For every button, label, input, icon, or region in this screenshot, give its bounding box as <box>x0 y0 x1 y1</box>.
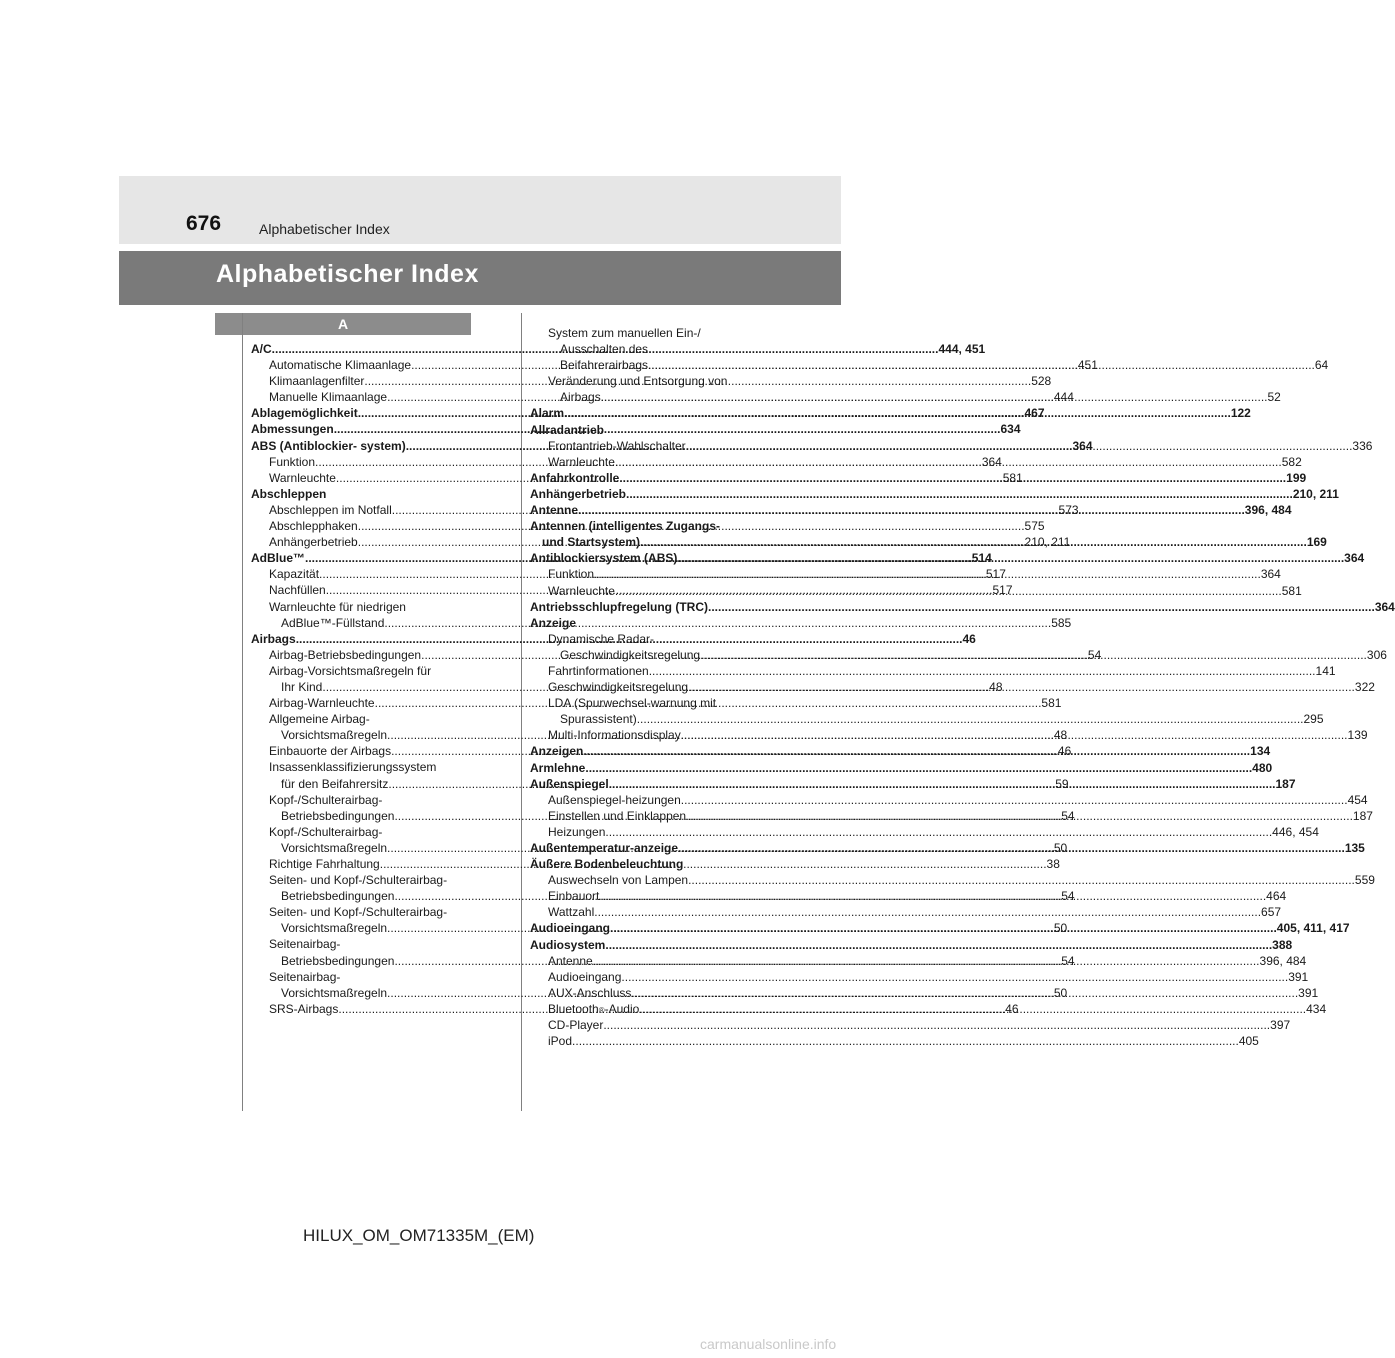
dot-leader <box>686 438 1353 454</box>
entry-label: Heizungen <box>548 824 606 839</box>
entry-page-ref[interactable]: 169 <box>1306 535 1327 550</box>
entry-page-ref[interactable]: 295 <box>1303 712 1324 727</box>
letter-tab: A <box>215 313 471 335</box>
entry-page-ref[interactable]: 634 <box>1000 422 1021 437</box>
index-entry <box>530 422 750 438</box>
entry-label: Fahrtinformationen <box>548 663 649 678</box>
entry-label: Vorsichtsmaßregeln <box>281 840 388 855</box>
entry-page-ref[interactable]: 434 <box>1306 1001 1327 1016</box>
dot-leader <box>578 502 1245 518</box>
entry-label: Airbag-Warnleuchte <box>269 696 375 711</box>
entry-page-ref[interactable]: 397 <box>1270 1018 1291 1033</box>
dot-leader <box>583 743 1250 759</box>
entry-label: Seitenairbag- <box>269 969 341 984</box>
entry-page-ref[interactable]: 364 <box>1344 551 1365 566</box>
index-entry <box>530 904 1282 920</box>
entry-page-ref[interactable]: 54 <box>1061 808 1075 823</box>
entry-label: Manuelle Klimaanlage <box>269 390 388 405</box>
entry-page-ref[interactable]: 454 <box>1347 792 1368 807</box>
entry-label: Funktion <box>269 454 316 469</box>
entry-label: Ausschalten des <box>560 342 649 357</box>
entry-label: Abschlepphaken <box>269 519 358 534</box>
entry-label: AdBlue™ <box>251 551 305 566</box>
dot-leader <box>700 647 1367 663</box>
entry-label: Seiten- und Kopf-/Schulterairbag- <box>269 905 448 920</box>
index-entry <box>530 792 1368 808</box>
dot-leader <box>686 808 1353 824</box>
entry-label: Anhängerbetrieb <box>269 535 358 550</box>
entry-page-ref[interactable]: 446, 454 <box>1272 824 1319 839</box>
index-entry <box>530 969 1309 985</box>
entry-label: Abmessungen <box>251 422 334 437</box>
entry-label: Anzeigen <box>530 744 584 759</box>
entry-page-ref[interactable]: 444, 451 <box>938 342 986 356</box>
index-entry <box>530 824 1319 840</box>
dot-leader <box>601 389 1268 405</box>
entry-label: Airbag-Vorsichtsmaßregeln für <box>269 663 432 678</box>
entry-page-ref[interactable]: 585 <box>1051 615 1072 630</box>
entry-label: Wattzahl <box>548 905 595 920</box>
dot-leader <box>619 470 1286 486</box>
entry-page-ref[interactable]: 388 <box>1272 937 1293 952</box>
entry-label: Anhängerbetrieb <box>530 486 627 501</box>
index-entry <box>530 1033 1259 1049</box>
entry-label: Allgemeine Airbag- <box>269 712 370 727</box>
page-title: Alphabetischer Index <box>216 260 479 288</box>
entry-label: Einbauorte der Airbags <box>269 744 392 759</box>
dot-leader <box>594 904 1261 920</box>
entry-label: Außenspiegel-heizungen <box>548 792 681 807</box>
entry-page-ref[interactable]: 573 <box>1058 502 1079 517</box>
column-divider-left <box>242 313 243 1111</box>
entry-page-ref[interactable]: 514 <box>971 551 992 566</box>
page-number: 676 <box>186 212 222 235</box>
dot-leader <box>649 663 1316 679</box>
entry-page-ref[interactable]: 391 <box>1298 985 1319 1000</box>
entry-page-ref[interactable]: 48 <box>989 679 1003 694</box>
entry-page-ref[interactable]: 575 <box>1024 519 1045 534</box>
dot-leader <box>639 1001 1306 1017</box>
entry-label: Abschleppen <box>251 486 327 501</box>
entry-page-ref[interactable]: 48 <box>1053 728 1068 743</box>
index-entry <box>251 792 471 808</box>
index-entry: Bluetooth ® -Audio ..... 434 <box>530 1001 750 1017</box>
dot-leader <box>572 1033 1239 1049</box>
entry-page-ref[interactable]: 54 <box>1087 647 1102 662</box>
entry-page-ref[interactable]: 322 <box>1354 680 1375 695</box>
entry-label: Richtige Fahrhaltung <box>269 857 380 871</box>
entry-page-ref[interactable]: 210, 211 <box>1292 486 1339 501</box>
entry-label: Geschwindigkeitsregelung <box>560 647 701 662</box>
entry-label: Audioeingang <box>548 969 622 984</box>
entry-label: Betriebsbedingungen <box>281 808 395 823</box>
entry-label: Seiten- und Kopf-/Schulterairbag- <box>269 873 448 888</box>
entry-page-ref[interactable]: 582 <box>1281 454 1302 469</box>
entry-label: Außenspiegel <box>530 776 609 791</box>
index-entry <box>530 615 750 631</box>
entry-label: Betriebsbedingungen <box>281 953 395 968</box>
entry-label: Airbags <box>251 631 296 646</box>
entry-label: Antiblockiersystem (ABS) <box>530 551 678 566</box>
entry-page-ref[interactable]: 517 <box>985 567 1006 582</box>
entry-label: Anfahrkontrolle <box>530 470 620 485</box>
entry-label: Insassenklassifizierungssystem <box>269 760 437 775</box>
entry-label: Warnleuchte <box>548 583 615 598</box>
dot-leader <box>594 566 1261 582</box>
entry-page-ref[interactable]: 517 <box>992 583 1013 598</box>
entry-label: Airbags <box>560 390 601 405</box>
entry-label: Klimaanlagenfilter <box>269 374 365 389</box>
entry-page-ref[interactable]: 54 <box>1061 889 1075 904</box>
index-entry <box>530 325 750 341</box>
entry-label: Äußere Bodenbeleuchtung <box>530 857 684 872</box>
dot-leader <box>678 840 1345 856</box>
entry-page-ref[interactable]: 405 <box>1238 1034 1259 1049</box>
index-entry <box>530 760 1273 776</box>
entry-label: Nachfüllen <box>269 583 326 598</box>
entry-page-ref[interactable]: 141 <box>1315 663 1336 678</box>
entry-label: AUX-Anschluss <box>548 985 632 1000</box>
index-entry <box>251 599 471 615</box>
entry-label: Alarm <box>530 406 565 421</box>
entry-label: Audiosystem <box>530 937 606 952</box>
entry-label: Kopf-/Schulterairbag- <box>269 824 383 839</box>
entry-label: Ihr Kind <box>281 679 323 694</box>
entry-label: A/C <box>251 342 272 356</box>
entry-label: Audioeingang <box>530 921 610 936</box>
dot-leader <box>681 792 1348 808</box>
index-entry <box>530 663 1336 679</box>
entry-page-ref[interactable]: 135 <box>1344 841 1365 855</box>
entry-label: Vorsichtsmaßregeln <box>281 728 388 743</box>
entry-page-ref[interactable]: 364 <box>1374 599 1395 614</box>
entry-label: Dynamische Radar- <box>548 631 655 646</box>
entry-page-ref[interactable]: 38 <box>1046 857 1060 871</box>
entry-page-ref[interactable]: 364 <box>1260 567 1281 582</box>
dot-leader <box>637 711 1304 727</box>
dot-leader <box>677 550 1344 566</box>
entry-label: Anzeige <box>530 615 577 630</box>
dot-leader <box>631 985 1298 1001</box>
entry-label: und Startsystem) <box>542 535 641 550</box>
entry-page-ref[interactable]: 444 <box>1053 390 1074 405</box>
watermark: carmanualsonline.info <box>700 1336 837 1352</box>
entry-label: Vorsichtsmaßregeln <box>281 985 388 1000</box>
entry-page-ref[interactable]: 581 <box>1002 470 1023 485</box>
entry-page-ref[interactable]: 657 <box>1261 905 1282 920</box>
index-entry <box>530 872 1375 888</box>
index-entry <box>530 373 750 389</box>
entry-label: Antenne <box>548 953 593 968</box>
dot-leader <box>593 953 1260 969</box>
dot-leader <box>648 357 1315 373</box>
dot-leader <box>708 599 1375 615</box>
dot-leader <box>605 937 1272 953</box>
entry-page-ref[interactable]: 467 <box>1024 406 1045 421</box>
entry-page-ref[interactable]: 50 <box>1053 840 1068 855</box>
dot-leader <box>681 727 1348 743</box>
dot-leader <box>640 534 1307 550</box>
entry-page-ref[interactable]: 139 <box>1347 728 1368 743</box>
entry-label: iPod <box>548 1034 573 1049</box>
entry-label: für den Beifahrersitz <box>281 776 389 791</box>
entry-label: Vorsichtsmaßregeln <box>281 921 388 936</box>
entry-label: Multi-Informationsdisplay <box>548 728 681 743</box>
entry-page-ref[interactable]: 210, 211 <box>1024 535 1071 550</box>
entry-label: Warnleuchte <box>548 454 615 469</box>
entry-label: Automatische Klimaanlage <box>269 358 412 373</box>
entry-label: Außentemperatur-anzeige <box>530 841 679 855</box>
entry-page-ref[interactable]: 46 <box>1005 1001 1019 1016</box>
entry-page-ref[interactable]: 50 <box>1053 985 1068 1000</box>
dot-leader <box>688 872 1355 888</box>
entry-label: Kopf-/Schulterairbag- <box>269 792 383 807</box>
entry-label: LDA (Spurwechsel-warnung mit <box>548 696 717 711</box>
index-entry <box>530 711 1324 727</box>
dot-leader <box>599 888 1266 904</box>
entry-page-ref[interactable]: 464 <box>1266 889 1287 904</box>
entry-page-ref[interactable]: 187 <box>1352 808 1373 823</box>
entry-label: Geschwindigkeitsregelung <box>548 680 689 695</box>
dot-leader <box>605 824 1272 840</box>
index-entry <box>251 759 471 775</box>
dot-leader <box>610 920 1277 936</box>
entry-page-ref[interactable]: 46 <box>1057 744 1072 759</box>
entry-label: Warnleuchte <box>269 470 336 485</box>
entry-label: Airbag-Betriebsbedingungen <box>269 647 422 662</box>
entry-label: CD-Player <box>548 1018 604 1033</box>
index-entry <box>251 824 471 840</box>
entry-page-ref[interactable]: 306 <box>1366 647 1387 662</box>
document-code: HILUX_OM_OM71335M_(EM) <box>303 1226 535 1245</box>
entry-label: Spurassistent) <box>560 712 637 727</box>
running-title: Alphabetischer Index <box>259 221 390 237</box>
header-bar <box>119 176 841 244</box>
index-entry <box>530 341 750 357</box>
entry-page-ref[interactable]: 581 <box>1041 696 1062 711</box>
entry-label: Auswechseln von Lampen <box>548 873 689 888</box>
entry-label: Bluetooth <box>548 1001 599 1016</box>
entry-page-ref[interactable]: 364 <box>1072 438 1093 453</box>
entry-label: Antenne <box>530 503 578 518</box>
entry-label: Seitenairbag- <box>269 937 341 952</box>
entry-label: Veränderung und Entsorgung von <box>548 374 728 389</box>
entry-page-ref[interactable]: 336 <box>1352 438 1373 453</box>
entry-page-ref[interactable]: 46 <box>962 631 976 646</box>
entry-page-ref[interactable]: 59 <box>1055 776 1069 791</box>
entry-label: Allradantrieb <box>530 422 605 437</box>
entry-label: Frontantrieb-Wahlschalter <box>548 438 686 453</box>
index-entry <box>530 518 750 534</box>
index-entry <box>251 663 471 679</box>
entry-page-ref[interactable]: 134 <box>1250 744 1271 759</box>
entry-label: AdBlue™-Füllstand <box>281 615 385 630</box>
entry-page-ref[interactable]: 391 <box>1288 969 1309 984</box>
entry-label: Funktion <box>548 567 595 582</box>
entry-label: Beifahrerairbags <box>560 358 649 373</box>
entry-label: Armlehne <box>530 760 586 775</box>
entry-label: Einbauort <box>548 889 600 904</box>
entry-page-ref[interactable]: 581 <box>1281 583 1302 598</box>
entry-label: System zum manuellen Ein-/ <box>548 326 701 340</box>
index-entry <box>251 936 471 952</box>
entry-label: Betriebsbedingungen <box>281 889 395 904</box>
entry-label: Antennen (intelligentes Zugangs- <box>530 519 721 534</box>
index-entry <box>530 937 1293 953</box>
entry-page-ref[interactable]: 199 <box>1286 470 1307 485</box>
entry-page-ref[interactable]: 54 <box>1061 953 1075 968</box>
entry-label: Ablagemöglichkeit <box>251 406 358 421</box>
entry-page-ref[interactable]: 405, 411, 417 <box>1276 921 1350 936</box>
entry-page-ref[interactable]: 396, 484 <box>1259 953 1307 968</box>
dot-leader <box>626 486 1293 502</box>
entry-page-ref[interactable]: 50 <box>1053 921 1068 936</box>
entry-label: SRS-Airbags <box>269 1001 339 1016</box>
dot-leader <box>609 776 1276 792</box>
entry-page-ref[interactable]: 451 <box>1077 358 1098 373</box>
index-entry <box>530 695 750 711</box>
index-entry <box>530 631 750 647</box>
entry-page-ref[interactable]: 52 <box>1267 390 1281 405</box>
entry-page-ref[interactable]: 396, 484 <box>1244 503 1292 518</box>
dot-leader <box>585 760 1252 776</box>
entry-page-ref[interactable]: 64 <box>1314 358 1329 373</box>
entry-label: Einstellen und Einklappen <box>548 808 687 823</box>
index-entry <box>530 856 750 872</box>
index-entry <box>251 711 471 727</box>
dot-leader <box>615 454 1282 470</box>
entry-label: Warnleuchte für niedrigen <box>269 599 406 614</box>
dot-leader <box>603 1017 1270 1033</box>
dot-leader <box>621 969 1288 985</box>
entry-page-ref[interactable]: 122 <box>1230 406 1251 421</box>
entry-page-ref[interactable]: 480 <box>1252 760 1273 775</box>
index-entry <box>530 599 1395 615</box>
entry-label: Abschleppen im Notfall <box>269 502 392 517</box>
index-entry <box>251 969 471 985</box>
entry-page-ref[interactable]: 364 <box>981 454 1002 469</box>
entry-page-ref[interactable]: 559 <box>1354 873 1375 888</box>
index-entry <box>530 1017 1291 1033</box>
entry-label-suffix: -Audio <box>604 1001 640 1016</box>
index-entry <box>251 872 471 888</box>
dot-leader <box>615 583 1282 599</box>
index-entry <box>251 904 471 920</box>
index-entry <box>251 486 471 502</box>
dot-leader <box>688 679 1355 695</box>
dot-leader <box>564 405 1231 421</box>
entry-label: ABS (Antiblockier- system) <box>251 438 406 453</box>
entry-page-ref[interactable]: 187 <box>1275 776 1296 791</box>
entry-page-ref[interactable]: 528 <box>1031 374 1052 389</box>
entry-label: Kapazität <box>269 567 320 582</box>
index-entry <box>530 486 1339 502</box>
entry-label: Antriebsschlupfregelung (TRC) <box>530 599 709 614</box>
